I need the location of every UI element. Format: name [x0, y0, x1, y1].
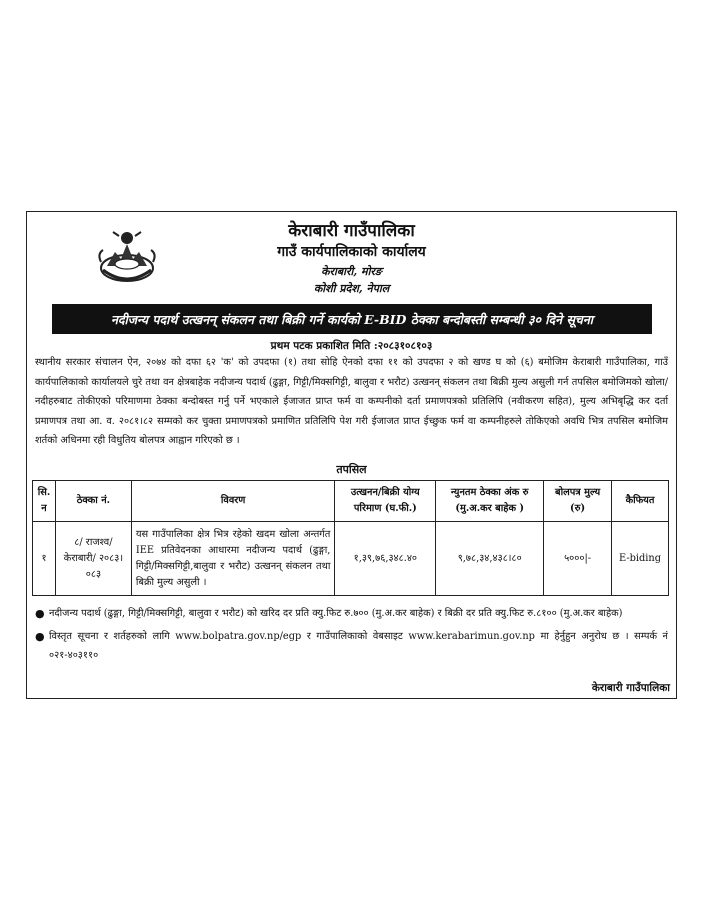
note-details-contact: विस्तृत सूचना र शर्तहरुको लागि www.bolpatra.gov.np/egp र गाउँपालिकाको वेबसाइट www.kerabarimun.gov.np मा हेर्नुहुन अनुरोध छ । सम्पर्क नं ०२१-४०३११०	[49, 630, 668, 661]
cell-contract-no: ८/ राजश्व/ केराबारी/ २०८३।०८३	[55, 522, 131, 596]
col-header-description: विवरण	[131, 481, 335, 522]
table-header-row	[33, 481, 669, 522]
notice-body-text: स्थानीय सरकार संचालन ऐन, २०७४ को दफा ६२ 'क' को उपदफा (१) तथा सोहि ऐनको दफा ११ को उपदफा २ को खण्ड घ को (६) बमोजिम केराबारी गाउँपालिका, गाउँ कार्यपालिकाको कार्यालयले चुरे तथा वन क्षेत्रबाहेक नदीजन्य पदार्थ (ढुङ्गा, गिट्टी/मिक्सगिट्टी, बालुवा र भरौट) उत्खनन् संकलन तथा बिक्री मुल्य असुली गर्न तपसिल बमोजिमको खोला/नदीहरुबाट तोकीएको परिमाणमा ठेक्का बन्दोबस्त गर्नु पर्ने भएकाले ईजाजत प्राप्त फर्म वा कम्पनीको दर्ता प्रमाणपत्रको प्रतिलिपि (नवीकरण सहित), मुल्य अभिबृद्धि कर दर्ता प्रमाणपत्र तथा आ. व. २०८१।८२ सम्मको कर चुक्ता प्रमाणपत्रको प्रमाणित प्रतिलिपि पेश गरी ईजाजत प्राप्त ईच्छुक फर्म वा कम्पनीहरुले तोकिएको अवधि भित्र तपसिल बमोजिम शर्तको अधिनमा रही विधुतिय बोलपत्र आह्वान गरिएको छ ।	[35, 357, 668, 446]
bullet-icon: ●	[35, 629, 45, 643]
table-row	[33, 522, 669, 596]
cell-bid-fee: ५०००|-	[544, 522, 612, 596]
bullet-icon: ●	[35, 607, 45, 620]
list-item	[35, 627, 668, 666]
publication-date: प्रथम पटक प्रकाशित मिति :२०८३१०८१०३	[270, 340, 433, 352]
office-name: केराबारी गाउँपालिका	[288, 221, 415, 241]
cell-remarks: E-biding	[612, 522, 669, 596]
table-caption: तपसिल	[336, 463, 367, 476]
col-header-sn: सि. न	[33, 481, 56, 522]
col-header-bid-fee: बोलपत्र मुल्य (रु)	[544, 481, 612, 522]
office-subtitle: गाउँ कार्यपालिकाको कार्यालय	[277, 244, 426, 260]
address-line-2: कोशी प्रदेश, नेपाल	[313, 282, 390, 295]
cell-description: यस गाउँपालिका क्षेत्र भित्र रहेको खदम खोला अन्तर्गत IEE प्रतिवेदनका आधारमा नदीजन्य पदार्थ (ढुङ्गा, गिट्टी/मिक्सगिट्टी,बालुवा र भरौट) उत्खनन् संकलन तथा बिक्री मुल्य असुली ।	[131, 522, 335, 596]
cell-min-amount: ९,७८,३४,४३८।८०	[436, 522, 544, 596]
cell-quantity: १,३९,७६,३४८.४०	[335, 522, 436, 596]
notice-box	[26, 211, 677, 699]
note-rates: नदीजन्य पदार्थ (ढुङ्गा, गिट्टी/मिक्सगिट्टी, बालुवा र भरौट) को खरिद दर प्रति क्यु.फिट रु.७०० (मु.अ.कर बाहेक) र बिक्री दर प्रति क्यु.फिट रु.८१०० (मु.अ.कर बाहेक)	[49, 608, 623, 619]
col-header-contract-no: ठेक्का नं.	[55, 481, 131, 522]
list-item	[35, 604, 668, 624]
schedule-table	[32, 480, 669, 596]
notice-title-banner: नदीजन्य पदार्थ उत्खनन् संकलन तथा बिक्री गर्ने कार्यको E-BID ठेक्का बन्दोबस्ती सम्बन्धी ३० दिने सूचना	[52, 304, 652, 334]
address-line-1: केराबारी, मोरङ	[321, 265, 382, 278]
notes-list	[35, 604, 668, 666]
col-header-min-amount: न्युनतम ठेक्का अंक रु (मु.अ.कर बाहेक )	[436, 481, 544, 522]
signature-office: केराबारी गाउँपालिका	[591, 682, 670, 694]
col-header-quantity: उत्खनन/बिक्री योग्य परिमाण (घ.फी.)	[335, 481, 436, 522]
cell-sn: १	[33, 522, 56, 596]
col-header-remarks: कैफियत	[612, 481, 669, 522]
